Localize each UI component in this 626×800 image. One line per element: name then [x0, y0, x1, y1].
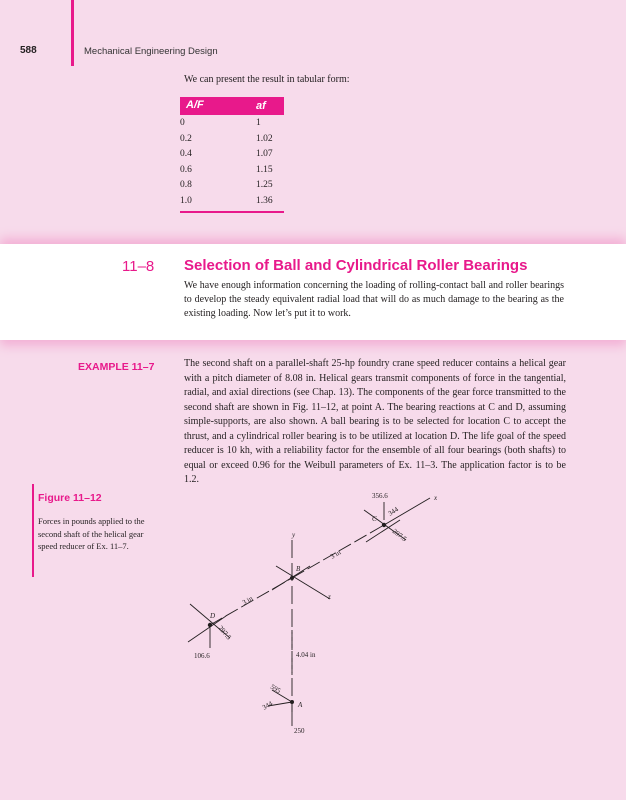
table-cell: 0	[180, 118, 185, 128]
point-label-b: B	[296, 565, 301, 573]
table-cell: 1.25	[256, 180, 273, 191]
table-bottom-rule	[180, 211, 284, 213]
section-title: Selection of Ball and Cylindrical Roller Bearings	[184, 257, 528, 274]
force-label: 297.5	[390, 527, 409, 544]
table-header-a-over-f: A/F	[186, 99, 204, 111]
shaft-force-diagram	[160, 480, 460, 740]
figure-label: Figure 11–12	[38, 492, 102, 504]
example-body: The second shaft on a parallel-shaft 25-hp foundry crane speed reducer contains a helical gear with a pitch diameter of 8.08 in. Helical gears transmit components of force in the tangential, radial, and axial directions (see Chap. 13). The components of the gear force transmitted to the second shaft are shown in Fig. 11–12, at point A. The bearing reactions at C and D, assuming simple-supports, are also shown. A ball bearing is to be selected for location C to accept the thrust, and a cylindrical roller bearing is to be utilized at location D. The life goal of the speed reducer is 10 kh, with a reliability factor for the ensemble of all four bearings (both shafts) to equal or exceed 0.96 for the Weibull parameters of Ex. 11–3. The application factor is to be 1.2.	[184, 358, 566, 485]
dimension-label: 3 in	[329, 548, 343, 561]
table-cell: 1.07	[256, 149, 273, 160]
point-label-a: A	[298, 701, 303, 709]
margin-rule	[71, 0, 74, 66]
axis-label-y: y	[292, 531, 296, 539]
point-b	[290, 576, 294, 580]
table-cell: 1.02	[256, 133, 273, 144]
result-table	[180, 97, 284, 209]
table-row	[180, 146, 284, 162]
table-cell: 1	[256, 118, 261, 128]
table-cell: 1.0	[180, 195, 192, 206]
table-cell: 0.6	[180, 164, 192, 175]
dimension-label: 3 in	[241, 594, 255, 607]
point-label-c: C	[372, 515, 377, 523]
table-cell: 1.15	[256, 164, 273, 175]
section-number: 11–8	[122, 258, 155, 275]
table-row	[180, 131, 284, 147]
example-label: EXAMPLE 11–7	[78, 361, 155, 373]
dimension-label: 4.04 in	[296, 651, 316, 659]
figure-margin-bar	[32, 484, 34, 577]
table-cell: 0.4	[180, 149, 192, 160]
point-a	[290, 700, 294, 704]
point-label-d: D	[210, 612, 216, 620]
force-label: 595	[269, 682, 283, 695]
table-cell: 1.36	[256, 195, 273, 206]
page-number: 588	[20, 45, 37, 56]
intro-text: We can present the result in tabular form:	[184, 74, 350, 85]
table-header-af: af	[256, 100, 266, 112]
table-cell: 0.2	[180, 133, 192, 144]
figure-caption: Forces in pounds applied to the second shaft of the helical gear speed reducer of Ex. 11–7.	[38, 516, 145, 551]
table-row	[180, 177, 284, 193]
axis-label-x: x	[434, 494, 438, 502]
force-label: 297.5	[216, 624, 233, 642]
table-row	[180, 193, 284, 209]
force-label: 344	[386, 505, 400, 518]
force-label: 106.6	[194, 652, 210, 660]
table-row	[180, 162, 284, 178]
table-cell: 0.8	[180, 180, 192, 191]
table-row	[180, 115, 284, 131]
force-label: 356.6	[372, 492, 388, 500]
axis-label-z: z	[328, 593, 331, 601]
bearing-c-point	[382, 523, 386, 527]
force-label: 344	[261, 699, 275, 712]
running-head: Mechanical Engineering Design	[84, 46, 218, 57]
section-body: We have enough information concerning the loading of rolling-contact ball and roller bearings to develop the steady equivalent radial load that will do as much damage to the bearing as the existing loading. Now let’s put it to work.	[184, 280, 564, 320]
table-header	[180, 97, 284, 115]
bearing-d-point	[208, 623, 212, 627]
force-label: 250	[294, 727, 305, 735]
